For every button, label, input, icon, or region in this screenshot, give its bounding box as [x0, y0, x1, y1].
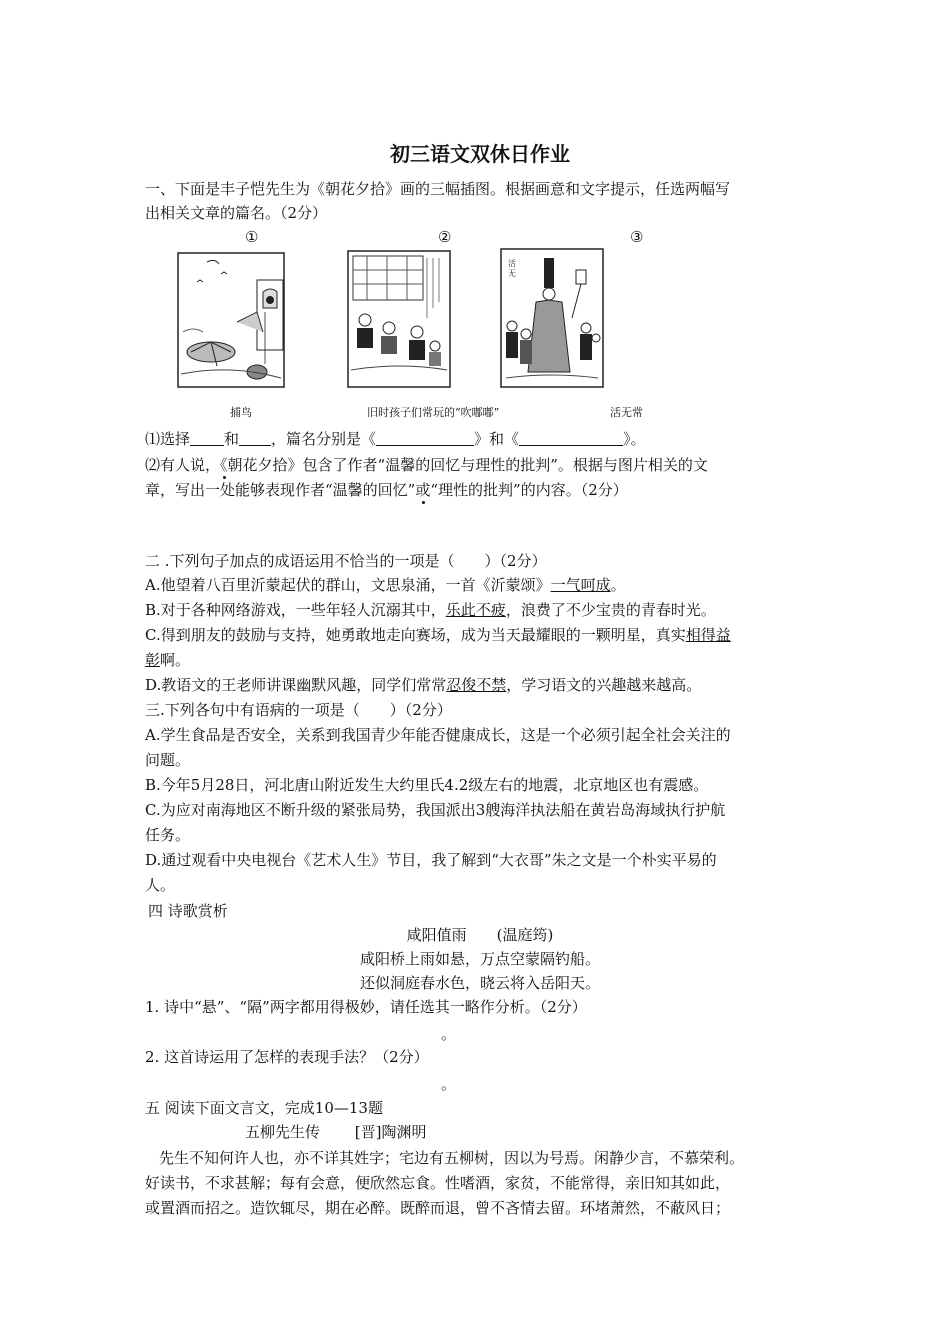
svg-text:无: 无: [508, 269, 516, 278]
q3-option-d-line1: D.通过观看中央电视台《艺术人生》节目，我了解到“大衣哥”朱之文是一个朴实平易的: [145, 851, 717, 869]
poem-title: 咸阳值雨 (温庭筠): [406, 926, 554, 944]
q2-d-end: ，学习语文的兴趣越来越高。: [506, 676, 702, 694]
q4-question-1: 1. 诗中“悬”、“隔”两字都用得极妙，请任选其一略作分析。（2分）: [145, 998, 587, 1016]
illustration-wuchang: [500, 248, 604, 388]
q2-a-text: A.他望着八百里沂蒙起伏的群山，文思泉涌，一首《沂蒙颂》: [145, 576, 551, 594]
q1-sub2-dotted-b: 或: [415, 481, 431, 499]
q2-d-text: D.教语文的王老师讲课幽默风趣，同学们常常: [145, 676, 447, 694]
classical-text-line-1: 先生不知何许人也，亦不详其姓字；宅边有五柳树，因以为号焉。闲静少言，不慕荣利。: [159, 1149, 745, 1167]
q2-option-a: [145, 574, 626, 596]
q4-answer-2-end: 。: [441, 1075, 457, 1093]
illustration-catching-birds: [177, 252, 285, 388]
q5-heading: 五 阅读下面文言文，完成10—13题: [145, 1099, 383, 1117]
figure-number-3: ③: [630, 228, 644, 246]
q2-c-text: C.得到朋友的鼓励与支持，她勇敢地走向赛场，成为当天最耀眼的一颗明星，真实: [145, 626, 686, 644]
q2-option-b: [145, 599, 716, 621]
figure-number-2: ②: [438, 228, 452, 246]
caption-1: 捕鸟: [230, 406, 252, 419]
q2-b-text: B.对于各种网络游戏，一些年轻人沉溺其中，: [145, 601, 446, 619]
q1-sub1: [145, 428, 646, 450]
q1-sub1-and: 和: [224, 430, 240, 448]
q1-sub2-text-b: 朝花夕拾》包含了作者“温馨的回忆与理性的批判”。根据与图片相关的文: [227, 456, 708, 474]
q4-answer-1-end: 。: [441, 1025, 457, 1043]
q3-stem: 三.下列各句中有语病的一项是（ ）（2分）: [145, 701, 452, 719]
q3-option-b: B.今年5月28日，河北唐山附近发生大约里氏4.2级左右的地震，北京地区也有震感。: [145, 776, 709, 794]
q2-c-idiom-part2: 彰: [145, 651, 161, 669]
blank-choice-1[interactable]: [190, 429, 224, 446]
q1-sub1-prefix: ⑴选择: [145, 430, 191, 448]
q2-c-idiom-part1: 相得益: [685, 626, 731, 644]
blank-title-1[interactable]: [376, 429, 474, 446]
classical-text-line-3: 或置酒而招之。造饮辄尽，期在必醉。既醉而退，曾不吝情去留。环堵萧然，不蔽风日；: [145, 1199, 731, 1217]
q1-sub2-dotted-a: 《: [220, 456, 228, 474]
q1-sub1-and2: 》和《: [474, 430, 520, 448]
q1-sub2-text-d: “理性的批判”的内容。（2分）: [430, 481, 628, 499]
figure-number-1: ①: [245, 228, 259, 246]
q2-option-c-line1: [145, 624, 731, 646]
q1-intro-line2: 出相关文章的篇名。（2分）: [145, 204, 328, 222]
poem-line-1: 咸阳桥上雨如悬，万点空蒙隔钓船。: [359, 950, 600, 968]
q2-a-idiom: 一气呵成: [550, 576, 611, 594]
caption-3: 活无常: [610, 406, 643, 419]
blank-title-2[interactable]: [519, 429, 623, 446]
q2-option-d: [145, 674, 701, 696]
q4-heading: 四 诗歌赏析: [148, 902, 228, 920]
q3-option-a-line1: A.学生食品是否安全，关系到我国青少年能否健康成长，这是一个必须引起全社会关注的: [145, 726, 731, 744]
q3-option-c-line2: 任务。: [145, 826, 191, 844]
q3-option-c-line1: C.为应对南海地区不断升级的紧张局势，我国派出3艘海洋执法船在黄岩岛海域执行护航: [145, 801, 726, 819]
poem-line-2: 还似洞庭春水色，晓云将入岳阳天。: [359, 974, 600, 992]
q2-b-idiom: 乐此不疲: [445, 601, 506, 619]
page-title: 初三语文双休日作业: [390, 142, 570, 166]
q1-sub2-text-c: 章，写出一处能够表现作者“温馨的回忆”: [145, 481, 416, 499]
q2-c-end: 啊。: [160, 651, 191, 669]
q2-stem: 二 .下列句子加点的成语运用不恰当的一项是（ ）（2分）: [145, 552, 547, 570]
caption-2: 旧时孩子们常玩的“吹嘟嘟”: [367, 406, 500, 419]
q1-sub2-text-a: ⑵有人说，: [145, 456, 221, 474]
q1-sub2-line2: [145, 479, 628, 501]
q4-question-2: 2. 这首诗运用了怎样的表现手法？（2分）: [145, 1048, 429, 1066]
q3-option-a-line2: 问题。: [145, 751, 191, 769]
illustration-children-playing: [347, 250, 451, 388]
classical-text-line-2: 好读书，不求甚解；每有会意，便欣然忘食。性嗜酒，家贫，不能常得，亲旧知其如此，: [145, 1174, 731, 1192]
q2-a-end: 。: [610, 576, 626, 594]
q1-intro-line1: 一、下面是丰子恺先生为《朝花夕拾》画的三幅插图。根据画意和文字提示，任选两幅写: [145, 180, 731, 198]
classical-text-title: 五柳先生传 [晋]陶渊明: [245, 1123, 427, 1141]
q2-d-idiom: 忍俊不禁: [446, 676, 507, 694]
q2-option-c-line2: [145, 649, 190, 671]
q1-sub1-mid: ，篇名分别是《: [271, 430, 377, 448]
q2-b-end: ，浪费了不少宝贵的青春时光。: [505, 601, 716, 619]
svg-text:活: 活: [508, 259, 516, 268]
q1-sub2-line1: [145, 454, 708, 476]
q3-option-d-line2: 人。: [145, 876, 176, 894]
q1-sub1-end: 》。: [623, 430, 646, 448]
blank-choice-2[interactable]: [239, 429, 271, 446]
